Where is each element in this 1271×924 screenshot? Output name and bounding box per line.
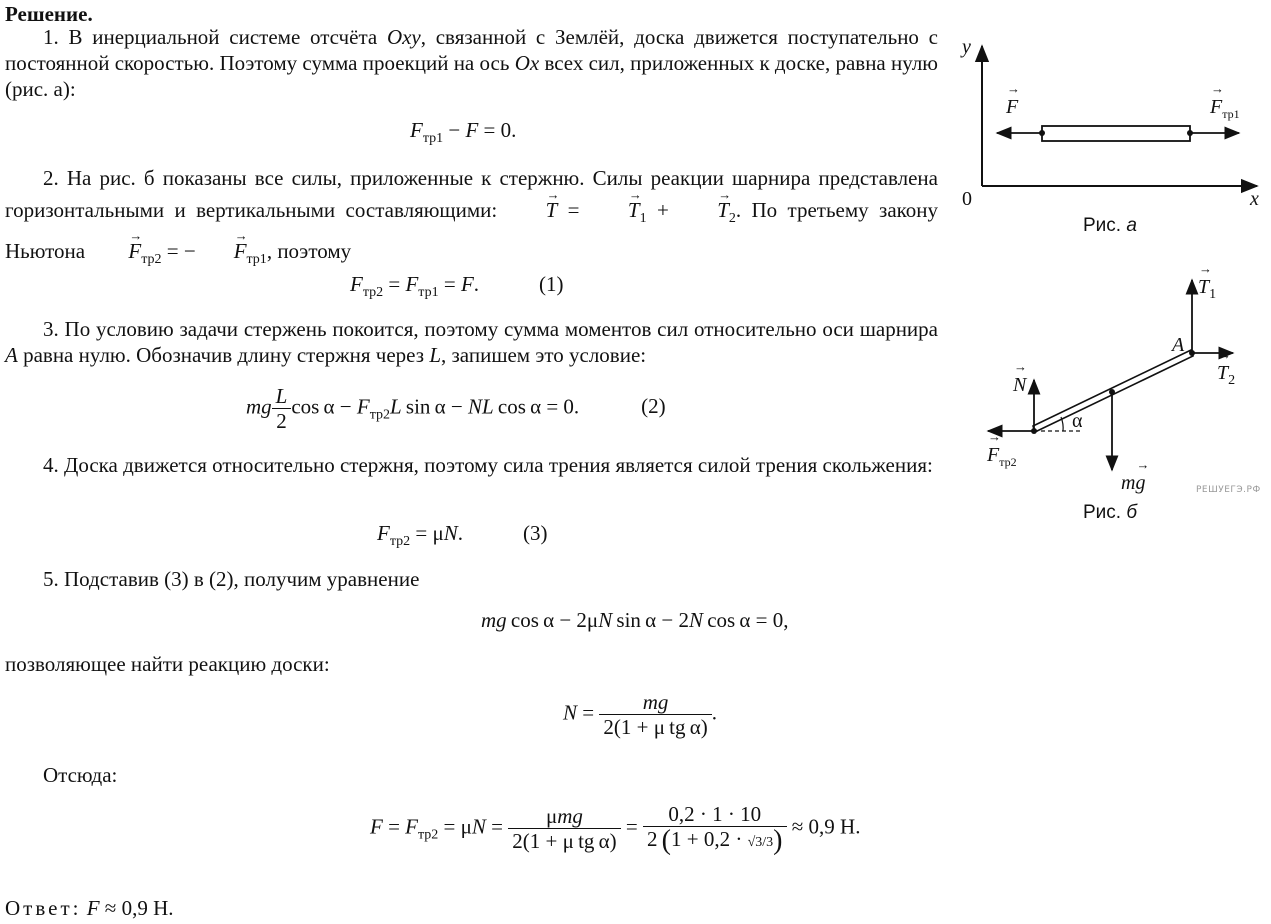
paragraph-1: 1. В инерциальной системе отсчёта Oxy, связанной с Землёй, доска движется поступательно с постоянной скоростью. Поэтому сумма проекций на ось Ox всех сил, приложенных к доске, равна нулю (рис. а): — [5, 25, 938, 101]
equation-7: $F = F_{тр2} = \mu N$ = $\frac{\text{μmg}}{\text{2(1 + μ tg α)}}$ = $\frac{0,2 \cdot 1 \cdot 10}{2 (1 + 0,2 \cdot √3/3)}$ ≈ 0,9 Н. — [370, 802, 861, 856]
paragraph-7: Отсюда: — [43, 763, 118, 787]
t1-label: → $T_1$ — [1198, 276, 1216, 303]
equation-1: $F_{тр1} - F = 0$. — [410, 118, 517, 146]
paragraph-5: 5. Подставив (3) в (2), получим уравнение — [43, 567, 420, 591]
equation-3: mg $\frac{L}{2}$ $\cos \alpha - F_{тр2}L$ sin α − NL cos α = 0. (2) — [246, 384, 666, 433]
x-axis-label: x — [1250, 188, 1259, 210]
equation-2: $F_{тр2} = F_{тр1} = F$. (1) — [350, 272, 564, 300]
board — [1042, 126, 1190, 141]
figure-b-caption: Рис. б — [1083, 502, 1138, 523]
point-a-label: A — [1172, 334, 1185, 356]
watermark: РЕШУЕГЭ.РФ — [1196, 485, 1261, 495]
angle-label: α — [1072, 410, 1083, 432]
y-axis-label: y — [962, 36, 971, 58]
paragraph-2: 2. На рис. б показаны все силы, приложенные к стержню. Силы реакции шарнира представлена горизонтальными и вертикальными составляющими: → T = → $T_1$ + → $T_2$. По третьему закону Ньютона → $F_{тр2}$ = −→ $F_{тр1}$, поэтому — [5, 162, 938, 276]
equation-6: N = $\frac{mg}{\text{2(1 + μ tg α)}}$ . — [563, 690, 717, 739]
force-ftr1-label: → $F_{тр1}$ — [1210, 96, 1240, 122]
paragraph-6: позволяющее найти реакцию доски: — [5, 652, 330, 676]
equation-4: $F_{тр2} = \mu N$. (3) — [377, 521, 548, 549]
answer: Ответ: F ≈ 0,9 Н. — [5, 896, 174, 920]
figure-a — [955, 30, 1265, 245]
equation-5: mg cos α − 2μN sin α − 2N cos α = 0, — [481, 608, 789, 632]
t2-label: → $T_2$ — [1217, 362, 1235, 389]
n-label: → N — [1013, 374, 1026, 397]
force-f-label: → F — [1006, 96, 1018, 119]
page-title: Решение. — [5, 2, 93, 26]
origin-label: 0 — [962, 188, 972, 210]
paragraph-3: 3. По условию задачи стержень покоится, поэтому сумма моментов сил относительно оси шарнира A равна нулю. Обозначив длину стержня через L, запишем это условие: — [5, 317, 938, 367]
ftr2-label: → $F_{тр2}$ — [987, 444, 1017, 470]
answer-label: Ответ: — [5, 896, 82, 920]
paragraph-4: 4. Доска движется относительно стержня, поэтому сила трения является силой трения скольжения: — [43, 453, 933, 477]
mg-label: m→ g — [1121, 472, 1145, 495]
figure-a-caption: Рис. а — [1083, 215, 1137, 236]
